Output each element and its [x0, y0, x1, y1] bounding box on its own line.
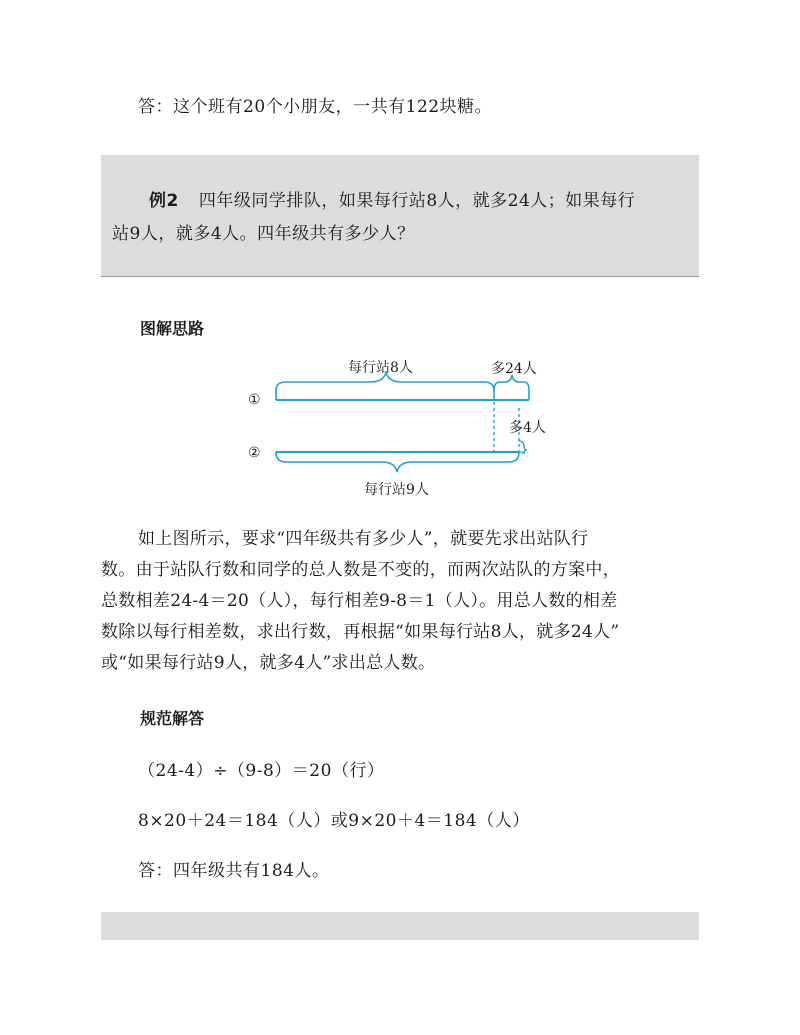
line-diagram — [0, 0, 800, 510]
solution-heading: 规范解答 — [140, 709, 205, 728]
previous-answer: 答：这个班有20个小朋友，一共有122块糖。 — [138, 97, 493, 117]
explanation-line: 数除以每行相差数，求出行数，再根据“如果每行站8人，就多24人” — [101, 622, 620, 642]
example-line-2: 站9人，就多4人。四年级共有多少人？ — [112, 224, 415, 244]
marker-2: ② — [248, 445, 261, 461]
label-extra-24: 多24人 — [491, 361, 537, 377]
explanation-line: 总数相差24-4＝20（人），每行相差9-8＝1（人）。用总人数的相差 — [101, 591, 618, 611]
diagram-heading: 图解思路 — [140, 319, 205, 338]
explanation-line: 如上图所示，要求“四年级共有多少人”，就要先求出站队行 — [138, 529, 589, 549]
explanation-line: 或“如果每行站9人，就多4人”求出总人数。 — [101, 653, 436, 673]
label-per-row-9: 每行站9人 — [364, 482, 429, 498]
bottom-extra-brace — [519, 441, 527, 454]
example-label: 例2 — [149, 191, 179, 211]
label-extra-4: 多4人 — [509, 420, 546, 436]
example-text-1: 四年级同学排队，如果每行站8人，就多24人；如果每行 — [198, 191, 636, 211]
solution-answer: 答：四年级共有184人。 — [138, 861, 330, 881]
label-per-row-8: 每行站8人 — [348, 360, 413, 376]
solution-step-1: （24-4）÷（9-8）＝20（行） — [138, 761, 385, 781]
next-example-box — [101, 912, 699, 940]
bottom-brace — [276, 452, 519, 472]
explanation-line: 数。由于站队行数和同学的总人数是不变的，而两次站队的方案中， — [101, 560, 620, 580]
explanation-paragraph — [101, 524, 701, 679]
top-extra-brace — [494, 375, 529, 390]
solution-step-2: 8×20＋24＝184（人）或9×20＋4＝184（人） — [138, 811, 530, 831]
marker-1: ① — [248, 392, 261, 408]
